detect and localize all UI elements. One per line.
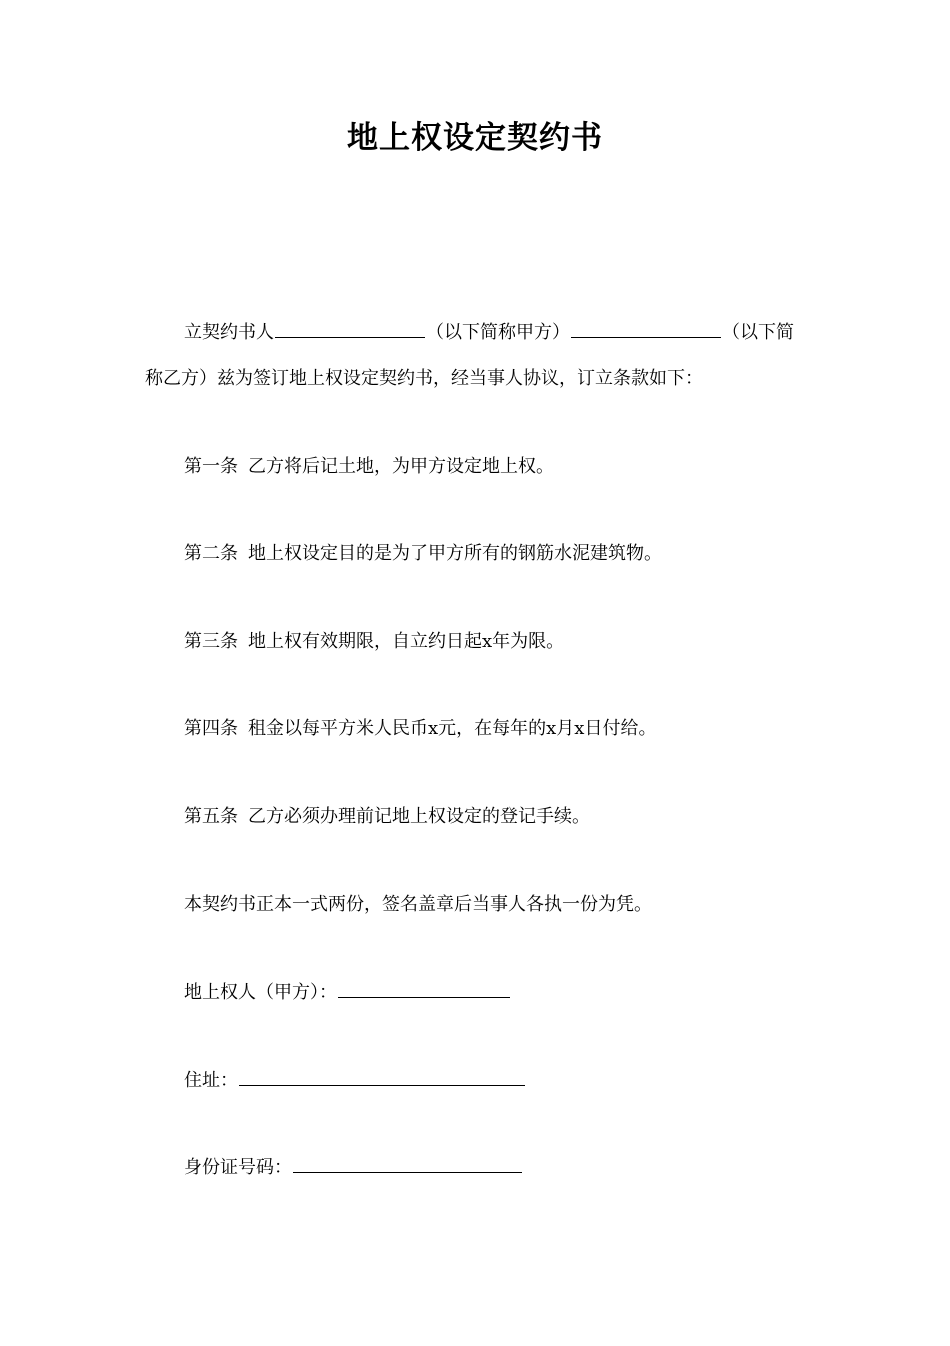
article-text: 乙方必须办理前记地上权设定的登记手续。 (248, 806, 590, 827)
article-text: 地上权有效期限，自立约日起x年为限。 (248, 631, 565, 652)
signature-field-label: 地上权人（甲方）： (184, 982, 337, 1003)
intro-prefix: 立契约书人 (184, 322, 274, 343)
article-3 (184, 629, 564, 655)
article-text: 地上权设定目的是为了甲方所有的钢筋水泥建筑物。 (248, 543, 662, 564)
signature-field-label: 身份证号码： (184, 1157, 292, 1178)
signature-field-label: 住址： (184, 1070, 238, 1091)
signature-field-party-a (184, 980, 511, 1006)
intro-line-1 (184, 320, 794, 346)
party-a-blank (275, 320, 425, 338)
article-label: 第五条 (184, 806, 238, 827)
id-number-blank[interactable] (293, 1155, 522, 1173)
closing-statement: 本契约书正本一式两份，签名盖章后当事人各执一份为凭。 (184, 894, 652, 915)
party-b-note-start: （以下简 (722, 322, 794, 343)
article-5 (184, 804, 590, 830)
article-text: 租金以每平方米人民币x元，在每年的x月x日付给。 (248, 718, 657, 739)
party-a-signature-blank[interactable] (338, 980, 510, 998)
article-1 (184, 454, 554, 480)
address-blank[interactable] (239, 1068, 525, 1086)
signature-field-id-number (184, 1155, 523, 1181)
article-text: 乙方将后记土地，为甲方设定地上权。 (248, 456, 554, 477)
party-b-blank (571, 320, 721, 338)
article-label: 第一条 (184, 456, 238, 477)
document-title: 地上权设定契约书 (347, 120, 603, 156)
signature-field-address (184, 1068, 526, 1094)
article-label: 第二条 (184, 543, 238, 564)
intro-line-2: 称乙方）兹为签订地上权设定契约书，经当事人协议，订立条款如下： (145, 368, 703, 389)
article-4 (184, 716, 656, 742)
party-a-note: （以下简称甲方） (426, 322, 570, 343)
article-2 (184, 541, 662, 567)
article-label: 第四条 (184, 718, 238, 739)
article-label: 第三条 (184, 631, 238, 652)
